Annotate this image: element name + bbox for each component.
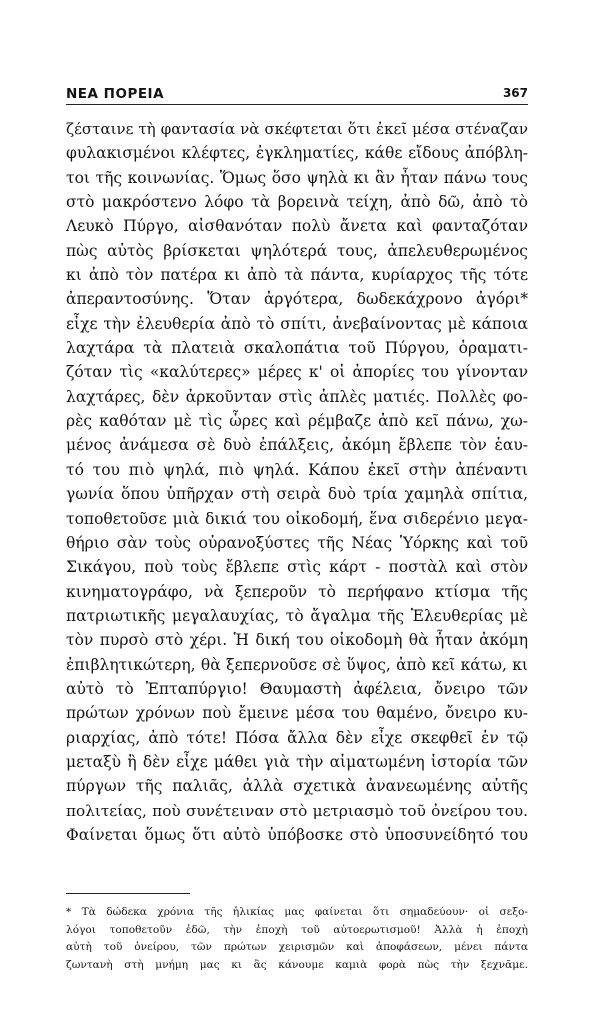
body-text bbox=[66, 117, 528, 847]
text-line: μένος ἀνάμεσα σὲ δυὸ ἐπάλξεις, ἀκόμη ἔβλεπε τὸν ἑαυ- bbox=[66, 436, 528, 455]
text-line: τοι τῆς κοινωνίας. Ὅμως ὅσο ψηλὰ κι ἂν ἦταν πάνω τους bbox=[66, 168, 528, 187]
footnote-rule bbox=[66, 893, 190, 894]
text-line: τό του πιὸ ψηλά, πιὸ ψηλά. Κάπου ἐκεῖ στὴν ἀπέναντι bbox=[66, 460, 528, 479]
text-line: θήριο σὰν τοὺς οὐρανοξύστες τῆς Νέας Ὑόρκης καὶ τοῦ bbox=[66, 533, 528, 552]
text-line: ἀπεραντοσύνης. Ὅταν ἀργότερα, δωδεκάχρονο ἀγόρι* bbox=[66, 290, 528, 309]
text-line: ριαρχίας, ἀπὸ τότε! Πόσα ἄλλα δὲν εἶχε σκεφθεῖ ἐν τῷ bbox=[66, 728, 528, 747]
text-line: Σικάγου, ποὺ τοὺς ἔβλεπε στὶς κάρτ - ποστὰλ καὶ στὸν bbox=[66, 558, 528, 577]
text-line: πρώτων χρόνων ποὺ ἔμεινε μέσα του θαμένο, ὄνειρο κυ- bbox=[66, 704, 528, 723]
text-line: πολιτείας, ποὺ συνέτειναν στὸ μετριασμὸ τοῦ ὀνείρου του. bbox=[66, 801, 528, 820]
text-line: στὸ μακρόστενο λόφο τὰ βορεινὰ τείχη, ἀπὸ δῶ, ἀπὸ τὸ bbox=[66, 193, 528, 212]
text-line: λαχτάρες, δὲν ἀρκοῦνταν στὶς ἁπλὲς ματιές. Πολλὲς φο- bbox=[66, 387, 528, 406]
footnote-line: αὐτὴ τοῦ ὀνείρου, τῶν πρώτων χειρισμῶν καὶ ἀποφάσεων, μένει πάντα bbox=[66, 941, 528, 953]
text-line: εἶχε τὴν ἐλευθερία ἀπὸ τὸ σπίτι, ἀνεβαίνοντας μὲ κάποια bbox=[66, 314, 528, 333]
header-rule bbox=[66, 104, 528, 105]
running-head bbox=[66, 84, 528, 106]
footnote-line: * Τὰ δώδεκα χρόνια τῆς ἡλικίας μας φαίνεται ὅτι σημαδεύουν· οἱ σεξο- bbox=[66, 906, 528, 918]
text-line: κινηματογράφο, νὰ ξεπεροῦν τὸ περήφανο κτίσμα τῆς bbox=[66, 582, 528, 601]
text-line: γωνία ὅπου ὑπῆρχαν στὴ σειρὰ δυὸ τρία χαμηλὰ σπίτια, bbox=[66, 485, 528, 504]
footnote-line: ζωντανὴ στὴ μνήμη μας κι ἂς κάνουμε καμιὰ φορὰ πὼς τὴν ξεχνᾶμε. bbox=[66, 958, 528, 971]
page-number: 367 bbox=[502, 86, 528, 100]
text-line: πατριωτικῆς μεγαλαυχίας, τὸ ἄγαλμα τῆς Ἐλευθερίας μὲ bbox=[66, 606, 528, 625]
text-line: αὐτὸ τὸ Ἐπταπύργιο! Θαυμαστὴ ἀφέλεια, ὄνειρο τῶν bbox=[66, 679, 528, 698]
text-line: πὼς αὐτὸς βρίσκεται ψηλότερά τους, ἀπελευθερωμένος bbox=[66, 241, 528, 260]
text-line: ἐπιβλητικώτερη, θὰ ξεπερνοῦσε σὲ ὕψος, ἀπὸ κεῖ κάτω, κι bbox=[66, 655, 528, 674]
text-line: κι ἀπὸ τὸν πατέρα κι ἀπὸ τὰ πάντα, κυρίαρχος τῆς τότε bbox=[66, 266, 528, 285]
text-line: Λευκὸ Πύργο, αἰσθανόταν πολὺ ἄνετα καὶ φανταζόταν bbox=[66, 217, 528, 236]
text-line: ζέσταινε τὴ φαντασία νὰ σκέφτεται ὅτι ἐκεῖ μέσα στέναζαν bbox=[66, 120, 528, 138]
text-line: ρὲς καθόταν μὲ τὶς ὧρες καὶ ρέμβαζε ἀπὸ κεῖ πάνω, χω- bbox=[66, 412, 528, 431]
text-line: πύργων τῆς παλιᾶς, ἀλλὰ σχετικὰ ἀνανεωμένης αὐτῆς bbox=[66, 777, 528, 796]
text-line: λαχτάρα τὰ πλατειὰ σκαλοπάτια τοῦ Πύργου, ὁραματι- bbox=[66, 339, 528, 358]
text-line: μεταξὺ ἢ δὲν εἶχε μάθει γιὰ τὴν αἱματωμένη ἱστορία τῶν bbox=[66, 752, 528, 771]
text-line: Φαίνεται ὅμως ὅτι αὐτὸ ὑπόβοσκε στὸ ὑποσυνείδητό του bbox=[66, 825, 528, 844]
text-line: φυλακισμένοι κλέφτες, ἐγκληματίες, κάθε εἴδους ἀπόβλη- bbox=[66, 144, 528, 163]
text-line: ζόταν τὶς «καλύτερες» μέρες κ' οἱ ἀπορίες του γίνονταν bbox=[66, 363, 528, 382]
journal-title: ΝΕΑ ΠΟΡΕΙΑ bbox=[66, 86, 165, 102]
text-line: τοποθετοῦσε μιὰ δικιά του οἰκοδομή, ἕνα σιδερένιο μεγα- bbox=[66, 509, 528, 528]
footnote bbox=[66, 904, 528, 974]
footnote-line: λόγοι τοποθετοῦν ἐδῶ, τὴν ἐποχὴ τοῦ αὐτοερωτισμοῦ! Ἀλλὰ ἡ ἐποχὴ bbox=[66, 923, 528, 936]
text-line: τὸν πυρσὸ στὸ χέρι. Ἡ δική του οἰκοδομὴ θὰ ἦταν ἀκόμη bbox=[66, 631, 528, 650]
